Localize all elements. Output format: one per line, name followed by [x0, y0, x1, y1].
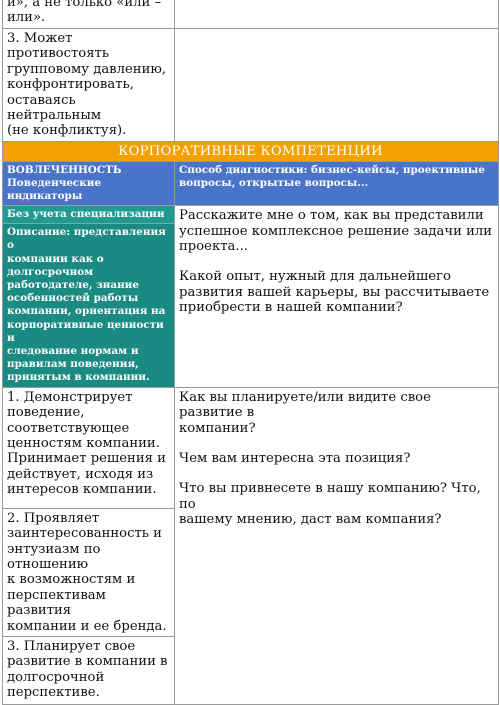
question-text: Какой опыт, нужный для дальнейшего развития вашей карьеры, вы рассчитываете приобрести в нашей компании?	[179, 269, 490, 316]
indicator-text: и», а не только «или – или».	[7, 0, 162, 26]
competency-table	[2, 0, 499, 705]
description-text: Описание: представления о компании как о долгосрочном работодателе, знание особенностей работы компании, ориентация на корпоративные ценности и следование нормам и правилам поведения, принятым в компании.	[7, 226, 166, 384]
indicator-text: 3. Планирует свое развитие в компании в долгосрочной перспективе.	[7, 638, 168, 701]
diagnostics-header	[175, 162, 499, 206]
indicator-text: 3. Может противостоять групповому давлению, конфронтировать, оставаясь нейтральным (не конфликтуя).	[7, 31, 167, 139]
header-row	[3, 162, 499, 206]
indicator-cell	[3, 29, 175, 142]
indicator-cell	[3, 387, 175, 508]
competency-header	[3, 162, 175, 206]
empty-cell	[175, 0, 499, 29]
competency-header-text: ВОВЛЕЧЕННОСТЬ Поведенческие индикаторы	[7, 164, 122, 203]
question-text: Что вы привнесете в нашу компанию? Что, по вашему мнению, даст вам компания?	[179, 481, 481, 528]
table-row	[3, 29, 499, 142]
question-text: Как вы планируете/или видите свое развитие в компании?	[179, 389, 431, 436]
competency-description	[3, 224, 175, 387]
tag-row	[3, 206, 499, 224]
diagnostics-header-text: Способ диагностики: бизнес-кейсы, проективные вопросы, открытые вопросы...	[179, 164, 485, 190]
questions-cell-top	[175, 206, 499, 387]
question-text: Расскажите мне о том, как вы представили успешное комплексное решение задачи или проекта...	[179, 208, 493, 255]
indicator-text: 2. Проявляет заинтересованность и энтузиазм по отношению к возможностям и перспективам развития компании и ее бренда.	[7, 510, 167, 634]
indicator-cell	[3, 508, 175, 636]
question-text: Чем вам интересна эта позиция?	[179, 450, 411, 466]
indicator-cell	[3, 0, 175, 29]
section-row	[3, 141, 499, 161]
table-row	[3, 387, 499, 508]
indicator-cell	[3, 636, 175, 704]
specialization-tag: Без учета специализации	[3, 206, 175, 224]
table-row	[3, 0, 499, 29]
empty-cell	[175, 29, 499, 142]
section-title: КОРПОРАТИВНЫЕ КОМПЕТЕНЦИИ	[3, 141, 499, 161]
indicator-text: 1. Демонстрирует поведение, соответствующее ценностям компании. Принимает решения и действует, исходя из интересов компании.	[7, 389, 166, 498]
questions-cell-bottom	[175, 387, 499, 704]
